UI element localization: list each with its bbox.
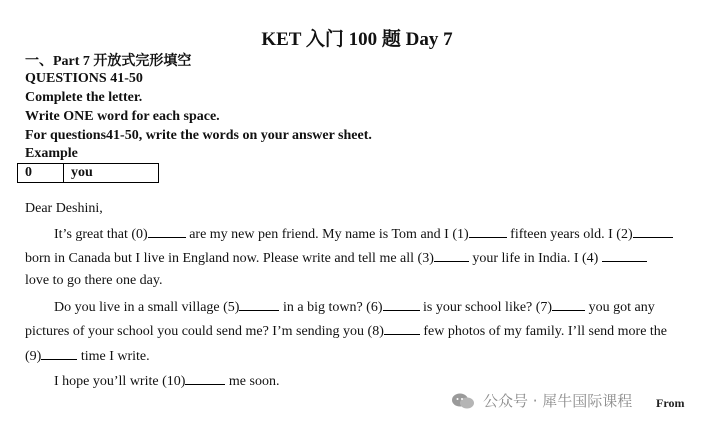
questions-range: QUESTIONS 41-50 bbox=[25, 71, 143, 86]
answer-blank-9[interactable] bbox=[41, 347, 77, 360]
letter-closing-fragment: From bbox=[656, 396, 685, 410]
letter-text: time I write. bbox=[80, 349, 150, 364]
paragraph-2-line-2 bbox=[25, 322, 667, 340]
answer-blank-8[interactable] bbox=[384, 322, 420, 335]
letter-text: is your school like? (7) bbox=[423, 300, 553, 315]
letter-text: fifteen years old. I (2) bbox=[510, 227, 633, 242]
example-answer: you bbox=[71, 165, 93, 180]
answer-blank-10[interactable] bbox=[185, 372, 225, 385]
answer-blank-7[interactable] bbox=[552, 298, 585, 311]
paragraph-2-line-1 bbox=[54, 298, 655, 316]
paragraph-3 bbox=[54, 372, 279, 390]
section-heading: 一、Part 7 开放式完形填空 bbox=[25, 54, 192, 69]
letter-text: you got any bbox=[588, 300, 655, 315]
letter-text: few photos of my family. I’ll send more the bbox=[423, 324, 668, 339]
paragraph-2-line-3 bbox=[25, 347, 150, 365]
wechat-icon bbox=[451, 391, 475, 411]
paragraph-1-line-3: love to go there one day. bbox=[25, 273, 163, 288]
paragraph-1-line-1 bbox=[54, 225, 673, 243]
instruction-answer-sheet: For questions41-50, write the words on your answer sheet. bbox=[25, 128, 372, 143]
letter-text: Do you live in a small village (5) bbox=[54, 300, 240, 315]
letter-greeting: Dear Deshini, bbox=[25, 201, 103, 216]
answer-blank-1[interactable] bbox=[469, 225, 507, 238]
paragraph-1-line-2 bbox=[25, 249, 647, 267]
instruction-complete: Complete the letter. bbox=[25, 90, 143, 105]
letter-text: your life in India. I (4) bbox=[472, 251, 599, 266]
instruction-one-word: Write ONE word for each space. bbox=[25, 109, 220, 124]
letter-text: born in Canada but I live in England now. Please write and tell me all (3) bbox=[25, 251, 434, 266]
letter-text: me soon. bbox=[228, 374, 280, 389]
page-title: KET 入门 100 题 Day 7 bbox=[261, 29, 453, 50]
letter-text: I hope you’ll write (10) bbox=[54, 374, 186, 389]
example-label: Example bbox=[25, 146, 78, 161]
letter-text: are my new pen friend. My name is Tom and I (1) bbox=[189, 227, 469, 242]
answer-blank-2[interactable] bbox=[633, 225, 673, 238]
answer-blank-6[interactable] bbox=[383, 298, 420, 311]
watermark-text: 公众号 · 犀牛国际课程 bbox=[483, 392, 633, 410]
answer-blank-0 bbox=[148, 225, 186, 238]
answer-blank-5[interactable] bbox=[239, 298, 279, 311]
letter-text: in a big town? (6) bbox=[282, 300, 383, 315]
letter-text: (9) bbox=[25, 349, 42, 364]
example-number: 0 bbox=[18, 164, 64, 182]
letter-text: pictures of your school you could send me? I’m sending you (8) bbox=[25, 324, 384, 339]
letter-text: It’s great that (0) bbox=[54, 227, 148, 242]
example-table bbox=[17, 163, 159, 183]
answer-blank-4[interactable] bbox=[602, 249, 647, 262]
answer-blank-3[interactable] bbox=[434, 249, 469, 262]
watermark bbox=[451, 390, 632, 411]
